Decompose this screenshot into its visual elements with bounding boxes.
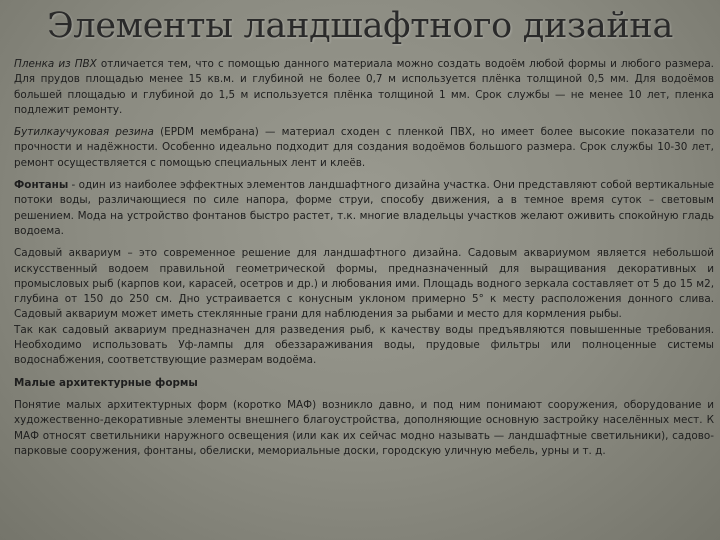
slide-body — [14, 57, 714, 459]
paragraph-aquarium-water: Так как садовый аквариум предназначен для разведения рыб, к качеству воды предъявляются повышенные требования. Необходимо использовать Уф-лампы для обеззараживания воды, прудовые фильтры или полноценные системы водоснабжения, соответствующие размерам водоёма. — [14, 323, 714, 367]
section-heading: Малые архитектурные формы — [14, 376, 198, 389]
text-fountains: - один из наиболее эффектных элементов ландшафтного дизайна участка. Они представляют собой вертикальные потоки воды, различающиеся по силе напора, форме струи, способу движения, а в темное время суток – световым решением. Мода на устройство фонтанов быстро растет, т.к. многие владельцы участков желают оживить спокойную гладь водоема. — [14, 179, 714, 237]
text-pvc-film: отличается тем, что с помощью данного материала можно создать водоём любой формы и любого размера. Для прудов площадью менее 15 кв.м. и глубиной не более 0,7 м используется плёнка толщиной 0,5 мм. Для водоёмов большей площадью и глубиной до 1,5 м используется плёнка толщиной 1 мм. Срок службы — не менее 10 лет, пленка подлежит ремонту. — [14, 58, 714, 116]
slide-title: Элементы ландшафтного дизайна — [46, 6, 674, 46]
paragraph-pvc-film — [14, 57, 714, 118]
paragraph-small-forms: Понятие малых архитектурных форм (коротко МАФ) возникло давно, и под ним понимают сооружения, оборудование и художественно-декоративные элементы внешнего благоустройства, дополняющие основную застройку населённых мест. К МАФ относят светильники наружного освещения (или как их сейчас модно называть — ландшафтные светильники), садово-парковые сооружения, фонтаны, обелиски, мемориальные доски, городскую уличную мебель, урны и т. д. — [14, 398, 714, 457]
paragraph-butyl-rubber — [14, 125, 714, 171]
paragraph-garden-aquarium: Садовый аквариум – это современное решение для ландшафтного дизайна. Садовым аквариумом является небольшой искусственный водоем правильной геометрической формы, предназначенный для выращивания декоративных и промысловых рыб (карпов кои, карасей, осетров и др.) и любования ими. Площадь водного зеркала составляет от 5 до 15 м2, глубина от 150 до 250 см. Дно устраивается с конусным уклоном примерно 5° к месту расположения донного слива. Садовый аквариум может иметь стеклянные грани для наблюдения за рыбами и место для кормления рыбы. — [14, 247, 714, 321]
paragraph-fountains — [14, 178, 714, 239]
term-fountains: Фонтаны — [14, 179, 69, 192]
term-butyl-rubber: Бутилкаучуковая резина — [14, 126, 154, 139]
term-pvc-film: Пленка из ПВХ — [14, 58, 97, 70]
text-butyl-rubber: (EPDM мембрана) — материал сходен с пленкой ПВХ, но имеет более высокие показатели по прочности и надёжности. Особенно идеально подходит для создания водоёмов большого размера. Срок службы 10-30 лет, ремонт осуществляется с помощью специальных лент и клеёв. — [14, 126, 714, 169]
